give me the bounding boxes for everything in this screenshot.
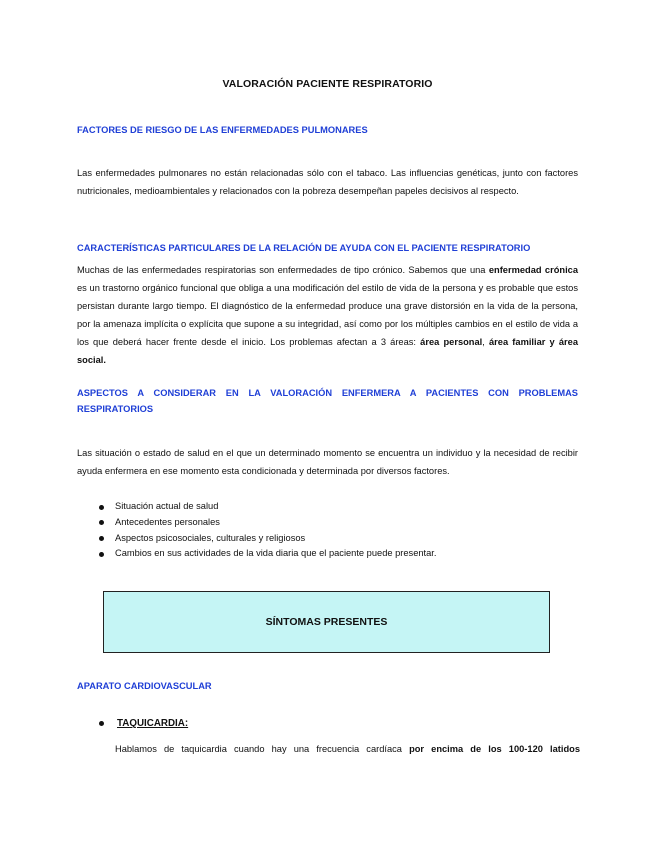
section-heading-help-relation: CARACTERÍSTICAS PARTICULARES DE LA RELACIÓN DE AYUDA CON EL PACIENTE RESPIRATORIO (77, 243, 531, 253)
bullet-icon (99, 721, 104, 726)
bold-text-chronic-disease: enfermedad crónica (488, 265, 578, 275)
text-segment: Muchas de las enfermedades respiratorias son enfermedades de tipo crónico. Sabemos que una (77, 265, 486, 275)
paragraph-nursing-assessment: Las situación o estado de salud en el que un determinado momento se encuentra un individuo y la necesidad de recibir ayuda enfermera en ese momento esta condicionada y determinada por diversos factores. (77, 448, 578, 476)
paragraph-tachycardia (115, 740, 580, 758)
list-item: Aspectos psicosociales, culturales y religiosos (97, 531, 567, 547)
text-segment: , (482, 337, 489, 347)
text-segment: Hablamos de taquicardia cuando hay una frecuencia cardíaca (115, 744, 410, 754)
section-heading-cardiovascular: APARATO CARDIOVASCULAR (77, 681, 212, 691)
section-heading-nursing-assessment: ASPECTOS A CONSIDERAR EN LA VALORACIÓN ENFERMERA A PACIENTES CON PROBLEMAS RESPIRATORIOS (77, 388, 578, 414)
paragraph-help-relation (77, 261, 578, 369)
document-title: VALORACIÓN PACIENTE RESPIRATORIO (222, 78, 433, 90)
section-heading-risk-factors: FACTORES DE RIESGO DE LAS ENFERMEDADES PULMONARES (77, 125, 368, 135)
paragraph-risk-factors: Las enfermedades pulmonares no están relacionadas sólo con el tabaco. Las influencias genéticas, junto con factores nutricionales, medioambientales y relacionados con la pobreza desempeñan papeles decisivos al respecto. (77, 168, 578, 196)
list-item: Cambios en sus actividades de la vida diaria que el paciente puede presentar. (97, 546, 567, 562)
bold-text-personal-area: área personal (420, 337, 483, 347)
subitem-label: TAQUICARDIA: (117, 718, 189, 729)
bold-text-family-social-area: área familiar y área social. (77, 337, 579, 365)
text-segment: es un trastorno orgánico funcional que obliga a una modificación del estilo de vida de la persona y es probable que estos persistan durante largo tiempo. El diagnóstico de la enfermedad produce una grave distorsión en la vida de la persona, por la amenaza implícita o explícita que supone a su integridad, así como por los múltiples cambios en el estilo de vida a los que deberá hacer frente desde el inicio. Los problemas afectan a 3 áreas: (77, 283, 578, 347)
list-item: Antecedentes personales (97, 515, 567, 531)
symptoms-box-label: SÍNTOMAS PRESENTES (265, 616, 388, 628)
list-item: Situación actual de salud (97, 499, 567, 515)
factors-list (97, 499, 567, 562)
subitem-tachycardia (97, 718, 188, 729)
symptoms-box (103, 591, 550, 653)
bold-text-heart-rate: por encima de los 100-120 latidos (409, 744, 580, 754)
